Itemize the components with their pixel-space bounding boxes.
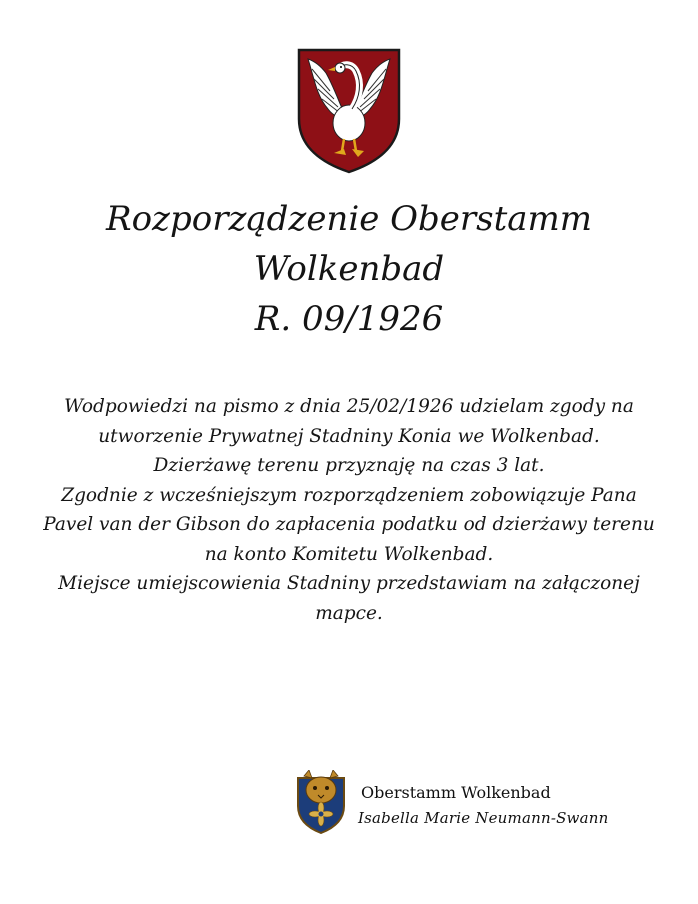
signature-office: Oberstamm Wolkenbad — [361, 783, 551, 802]
swan-coat-of-arms-icon — [296, 47, 402, 175]
decree-body — [40, 392, 658, 628]
signature-name: Isabella Marie Neumann-Swann — [358, 809, 609, 827]
document-number: R. 09/1926 — [254, 299, 444, 339]
body-line: na konto Komitetu Wolkenbad. — [204, 543, 494, 565]
body-line: utworzenie Prywatnej Stadniny Konia we Wolkenbad. — [98, 425, 600, 447]
document-title-line-1: Rozporządzenie Oberstamm — [105, 199, 593, 239]
body-line: Wodpowiedzi na pismo z dnia 25/02/1926 udzielam zgody na — [64, 396, 634, 417]
body-line: Miejsce umiejscowienia Stadniny przedstawiam na załączonej — [58, 573, 640, 594]
body-line: Pavel van der Gibson do zapłacenia podatku od dzierżawy terenu — [43, 514, 655, 535]
body-line: Zgodnie z wcześniejszym rozporządzeniem zobowiązuje Pana — [61, 484, 637, 506]
body-line: mapce. — [315, 602, 383, 624]
body-line: Dzierżawę terenu przyznaję na czas 3 lat. — [153, 455, 545, 476]
document-title-line-2: Wolkenbad — [253, 249, 445, 289]
lynx-flower-emblem-icon — [296, 770, 346, 834]
